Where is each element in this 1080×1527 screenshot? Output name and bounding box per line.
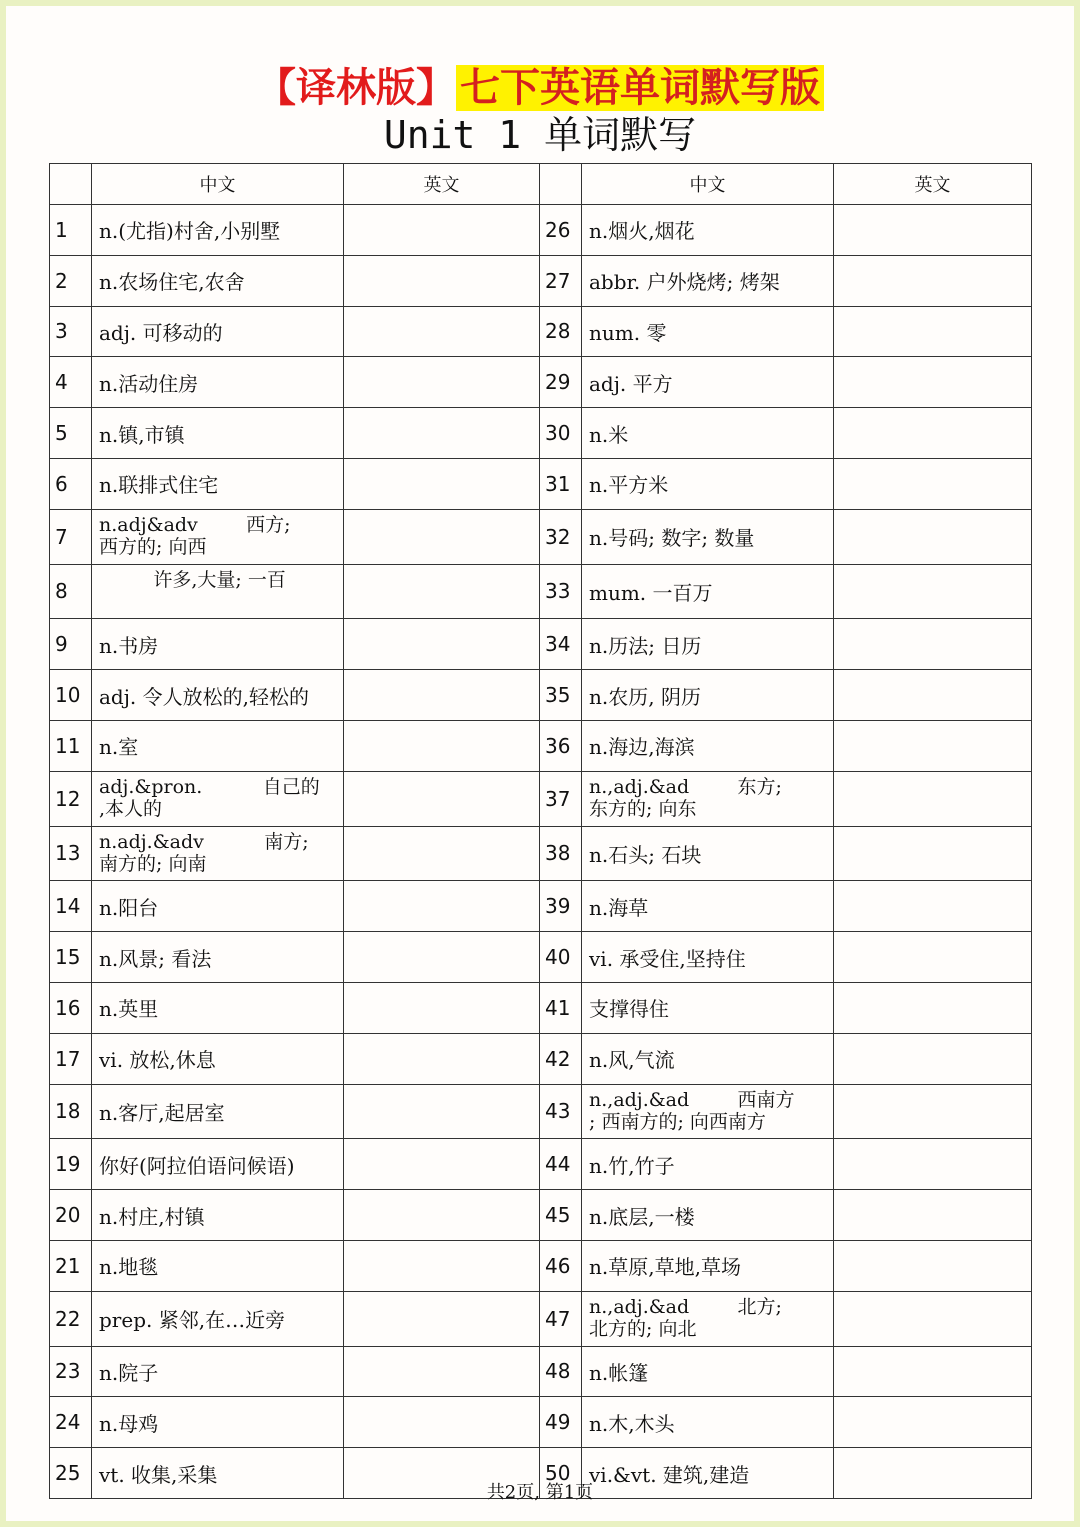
entry-chinese: n.底层,一楼 — [582, 1190, 834, 1241]
entry-english-blank[interactable] — [344, 509, 540, 564]
entry-english-blank[interactable] — [344, 1291, 540, 1346]
title-prefix: 【译林版】 — [256, 65, 456, 111]
entry-chinese: n.农历, 阴历 — [582, 670, 834, 721]
entry-chinese: n.海边,海滨 — [582, 720, 834, 771]
entry-english-blank[interactable] — [834, 1033, 1032, 1084]
entry-chinese: n.烟火,烟花 — [582, 205, 834, 256]
entry-number: 6 — [50, 458, 92, 509]
table-row — [50, 1346, 1032, 1397]
entry-english-blank[interactable] — [344, 1397, 540, 1448]
entry-chinese: n.书房 — [92, 619, 344, 670]
entry-number: 47 — [540, 1291, 582, 1346]
entry-number: 13 — [50, 826, 92, 881]
entry-chinese: n.母鸡 — [92, 1397, 344, 1448]
entry-english-blank[interactable] — [344, 458, 540, 509]
header-chinese-left: 中文 — [92, 164, 344, 205]
entry-chinese: n.adj&adv 西方; 西方的; 向西 — [92, 509, 344, 564]
table-row — [50, 932, 1032, 983]
page-title — [0, 62, 1080, 114]
table-row — [50, 771, 1032, 826]
entry-chinese: n.帐篷 — [582, 1346, 834, 1397]
entry-chinese: n.米 — [582, 408, 834, 459]
entry-number: 30 — [540, 408, 582, 459]
entry-english-blank[interactable] — [834, 1346, 1032, 1397]
entry-chinese: n.镇,市镇 — [92, 408, 344, 459]
table-row — [50, 509, 1032, 564]
entry-number: 17 — [50, 1033, 92, 1084]
entry-english-blank[interactable] — [344, 982, 540, 1033]
entry-number: 29 — [540, 357, 582, 408]
entry-english-blank[interactable] — [344, 932, 540, 983]
entry-number: 50 — [540, 1448, 582, 1499]
entry-chinese: n.木,木头 — [582, 1397, 834, 1448]
entry-chinese: vi. 承受住,坚持住 — [582, 932, 834, 983]
entry-english-blank[interactable] — [834, 720, 1032, 771]
table-row — [50, 1139, 1032, 1190]
entry-chinese: adj.&pron. 自己的 ,本人的 — [92, 771, 344, 826]
table-row — [50, 1291, 1032, 1346]
entry-number: 8 — [50, 564, 92, 619]
entry-number: 22 — [50, 1291, 92, 1346]
entry-chinese: prep. 紧邻,在…近旁 — [92, 1291, 344, 1346]
entry-number: 48 — [540, 1346, 582, 1397]
entry-chinese: 许多,大量; 一百 — [92, 564, 344, 619]
entry-number: 25 — [50, 1448, 92, 1499]
entry-number: 3 — [50, 306, 92, 357]
entry-number: 46 — [540, 1240, 582, 1291]
entry-chinese: n.海草 — [582, 881, 834, 932]
entry-english-blank[interactable] — [834, 205, 1032, 256]
header-num-left — [50, 164, 92, 205]
entry-number: 37 — [540, 771, 582, 826]
entry-chinese: n.草原,草地,草场 — [582, 1240, 834, 1291]
table-row — [50, 619, 1032, 670]
entry-english-blank[interactable] — [344, 306, 540, 357]
entry-chinese: 你好(阿拉伯语问候语) — [92, 1139, 344, 1190]
entry-chinese: num. 零 — [582, 306, 834, 357]
entry-chinese: n.地毯 — [92, 1240, 344, 1291]
table-header-row — [50, 164, 1032, 205]
entry-english-blank[interactable] — [834, 619, 1032, 670]
entry-number: 44 — [540, 1139, 582, 1190]
entry-chinese: abbr. 户外烧烤; 烤架 — [582, 255, 834, 306]
table-row — [50, 458, 1032, 509]
entry-chinese: n.,adj.&ad 东方; 东方的; 向东 — [582, 771, 834, 826]
entry-chinese: n.,adj.&ad 西南方 ; 西南方的; 向西南方 — [582, 1084, 834, 1139]
entry-number: 40 — [540, 932, 582, 983]
entry-number: 38 — [540, 826, 582, 881]
table-row — [50, 1084, 1032, 1139]
entry-english-blank[interactable] — [834, 1240, 1032, 1291]
entry-english-blank[interactable] — [344, 1240, 540, 1291]
table-row — [50, 564, 1032, 619]
entry-number: 10 — [50, 670, 92, 721]
entry-number: 2 — [50, 255, 92, 306]
entry-english-blank[interactable] — [834, 1139, 1032, 1190]
table-row — [50, 408, 1032, 459]
entry-number: 23 — [50, 1346, 92, 1397]
header-english-left: 英文 — [344, 164, 540, 205]
vocab-table — [49, 163, 1032, 1499]
entry-english-blank[interactable] — [834, 357, 1032, 408]
entry-english-blank[interactable] — [834, 564, 1032, 619]
entry-number: 16 — [50, 982, 92, 1033]
entry-english-blank[interactable] — [834, 458, 1032, 509]
entry-number: 5 — [50, 408, 92, 459]
entry-number: 33 — [540, 564, 582, 619]
header-english-right: 英文 — [834, 164, 1032, 205]
entry-chinese: n.竹,竹子 — [582, 1139, 834, 1190]
entry-number: 36 — [540, 720, 582, 771]
entry-english-blank[interactable] — [834, 1397, 1032, 1448]
entry-english-blank[interactable] — [344, 881, 540, 932]
entry-english-blank[interactable] — [344, 771, 540, 826]
entry-chinese: n.(尤指)村舍,小别墅 — [92, 205, 344, 256]
entry-number: 28 — [540, 306, 582, 357]
entry-english-blank[interactable] — [344, 1139, 540, 1190]
entry-chinese: vi. 放松,休息 — [92, 1033, 344, 1084]
entry-english-blank[interactable] — [344, 1190, 540, 1241]
entry-chinese: n.历法; 日历 — [582, 619, 834, 670]
entry-number: 43 — [540, 1084, 582, 1139]
entry-chinese: adj. 令人放松的,轻松的 — [92, 670, 344, 721]
entry-number: 41 — [540, 982, 582, 1033]
entry-chinese: n.,adj.&ad 北方; 北方的; 向北 — [582, 1291, 834, 1346]
entry-english-blank[interactable] — [344, 670, 540, 721]
table-row — [50, 720, 1032, 771]
entry-english-blank[interactable] — [834, 771, 1032, 826]
entry-chinese: n.室 — [92, 720, 344, 771]
entry-number: 18 — [50, 1084, 92, 1139]
entry-number: 31 — [540, 458, 582, 509]
entry-number: 35 — [540, 670, 582, 721]
entry-english-blank[interactable] — [834, 255, 1032, 306]
entry-number: 27 — [540, 255, 582, 306]
title-highlight: 七下英语单词默写版 — [456, 65, 824, 111]
header-chinese-right: 中文 — [582, 164, 834, 205]
table-row — [50, 306, 1032, 357]
entry-english-blank[interactable] — [834, 1084, 1032, 1139]
entry-chinese: n.号码; 数字; 数量 — [582, 509, 834, 564]
entry-chinese: adj. 平方 — [582, 357, 834, 408]
entry-english-blank[interactable] — [834, 306, 1032, 357]
entry-english-blank[interactable] — [834, 509, 1032, 564]
entry-english-blank[interactable] — [344, 255, 540, 306]
entry-number: 12 — [50, 771, 92, 826]
entry-english-blank[interactable] — [344, 408, 540, 459]
entry-chinese: n.英里 — [92, 982, 344, 1033]
page-footer: 共2页, 第1页 — [486, 1482, 594, 1503]
entry-english-blank[interactable] — [834, 881, 1032, 932]
entry-number: 11 — [50, 720, 92, 771]
table-row — [50, 982, 1032, 1033]
entry-chinese: n.adj.&adv 南方; 南方的; 向南 — [92, 826, 344, 881]
entry-chinese: n.村庄,村镇 — [92, 1190, 344, 1241]
entry-english-blank[interactable] — [344, 205, 540, 256]
entry-chinese: n.院子 — [92, 1346, 344, 1397]
table-row — [50, 670, 1032, 721]
entry-number: 9 — [50, 619, 92, 670]
entry-english-blank[interactable] — [344, 1033, 540, 1084]
entry-chinese: n.农场住宅,农舍 — [92, 255, 344, 306]
entry-chinese: n.石头; 石块 — [582, 826, 834, 881]
table-row — [50, 357, 1032, 408]
entry-chinese: adj. 可移动的 — [92, 306, 344, 357]
entry-number: 32 — [540, 509, 582, 564]
entry-number: 4 — [50, 357, 92, 408]
table-row — [50, 255, 1032, 306]
table-row — [50, 1240, 1032, 1291]
entry-english-blank[interactable] — [834, 982, 1032, 1033]
entry-english-blank[interactable] — [344, 357, 540, 408]
entry-chinese: n.平方米 — [582, 458, 834, 509]
entry-number: 21 — [50, 1240, 92, 1291]
entry-number: 7 — [50, 509, 92, 564]
entry-chinese: n.风景; 看法 — [92, 932, 344, 983]
entry-chinese: 支撑得住 — [582, 982, 834, 1033]
table-row — [50, 1190, 1032, 1241]
entry-chinese: n.客厅,起居室 — [92, 1084, 344, 1139]
entry-number: 1 — [50, 205, 92, 256]
entry-english-blank[interactable] — [834, 1291, 1032, 1346]
entry-chinese: n.联排式住宅 — [92, 458, 344, 509]
entry-english-blank[interactable] — [834, 1190, 1032, 1241]
entry-number: 45 — [540, 1190, 582, 1241]
table-row — [50, 205, 1032, 256]
table-row — [50, 881, 1032, 932]
entry-english-blank[interactable] — [344, 564, 540, 619]
entry-number: 26 — [540, 205, 582, 256]
table-row — [50, 826, 1032, 881]
entry-english-blank[interactable] — [344, 1346, 540, 1397]
entry-chinese: n.阳台 — [92, 881, 344, 932]
entry-number: 19 — [50, 1139, 92, 1190]
entry-number: 24 — [50, 1397, 92, 1448]
entry-english-blank[interactable] — [344, 720, 540, 771]
table-row — [50, 1397, 1032, 1448]
entry-english-blank[interactable] — [834, 826, 1032, 881]
entry-english-blank[interactable] — [834, 932, 1032, 983]
entry-number: 14 — [50, 881, 92, 932]
entry-number: 34 — [540, 619, 582, 670]
entry-number: 39 — [540, 881, 582, 932]
entry-chinese: vi.&vt. 建筑,建造 — [582, 1448, 834, 1499]
entry-english-blank[interactable] — [344, 1084, 540, 1139]
entry-chinese: n.活动住房 — [92, 357, 344, 408]
header-num-right — [540, 164, 582, 205]
entry-number: 49 — [540, 1397, 582, 1448]
entry-number: 15 — [50, 932, 92, 983]
entry-english-blank[interactable] — [344, 619, 540, 670]
entry-english-blank[interactable] — [344, 826, 540, 881]
entry-english-blank[interactable] — [834, 670, 1032, 721]
entry-english-blank[interactable] — [834, 408, 1032, 459]
entry-chinese: mum. 一百万 — [582, 564, 834, 619]
entry-number: 42 — [540, 1033, 582, 1084]
entry-number: 20 — [50, 1190, 92, 1241]
page-subtitle: Unit 1 单词默写 — [383, 113, 697, 157]
entry-chinese: vt. 收集,采集 — [92, 1448, 344, 1499]
entry-chinese: n.风,气流 — [582, 1033, 834, 1084]
table-row — [50, 1033, 1032, 1084]
